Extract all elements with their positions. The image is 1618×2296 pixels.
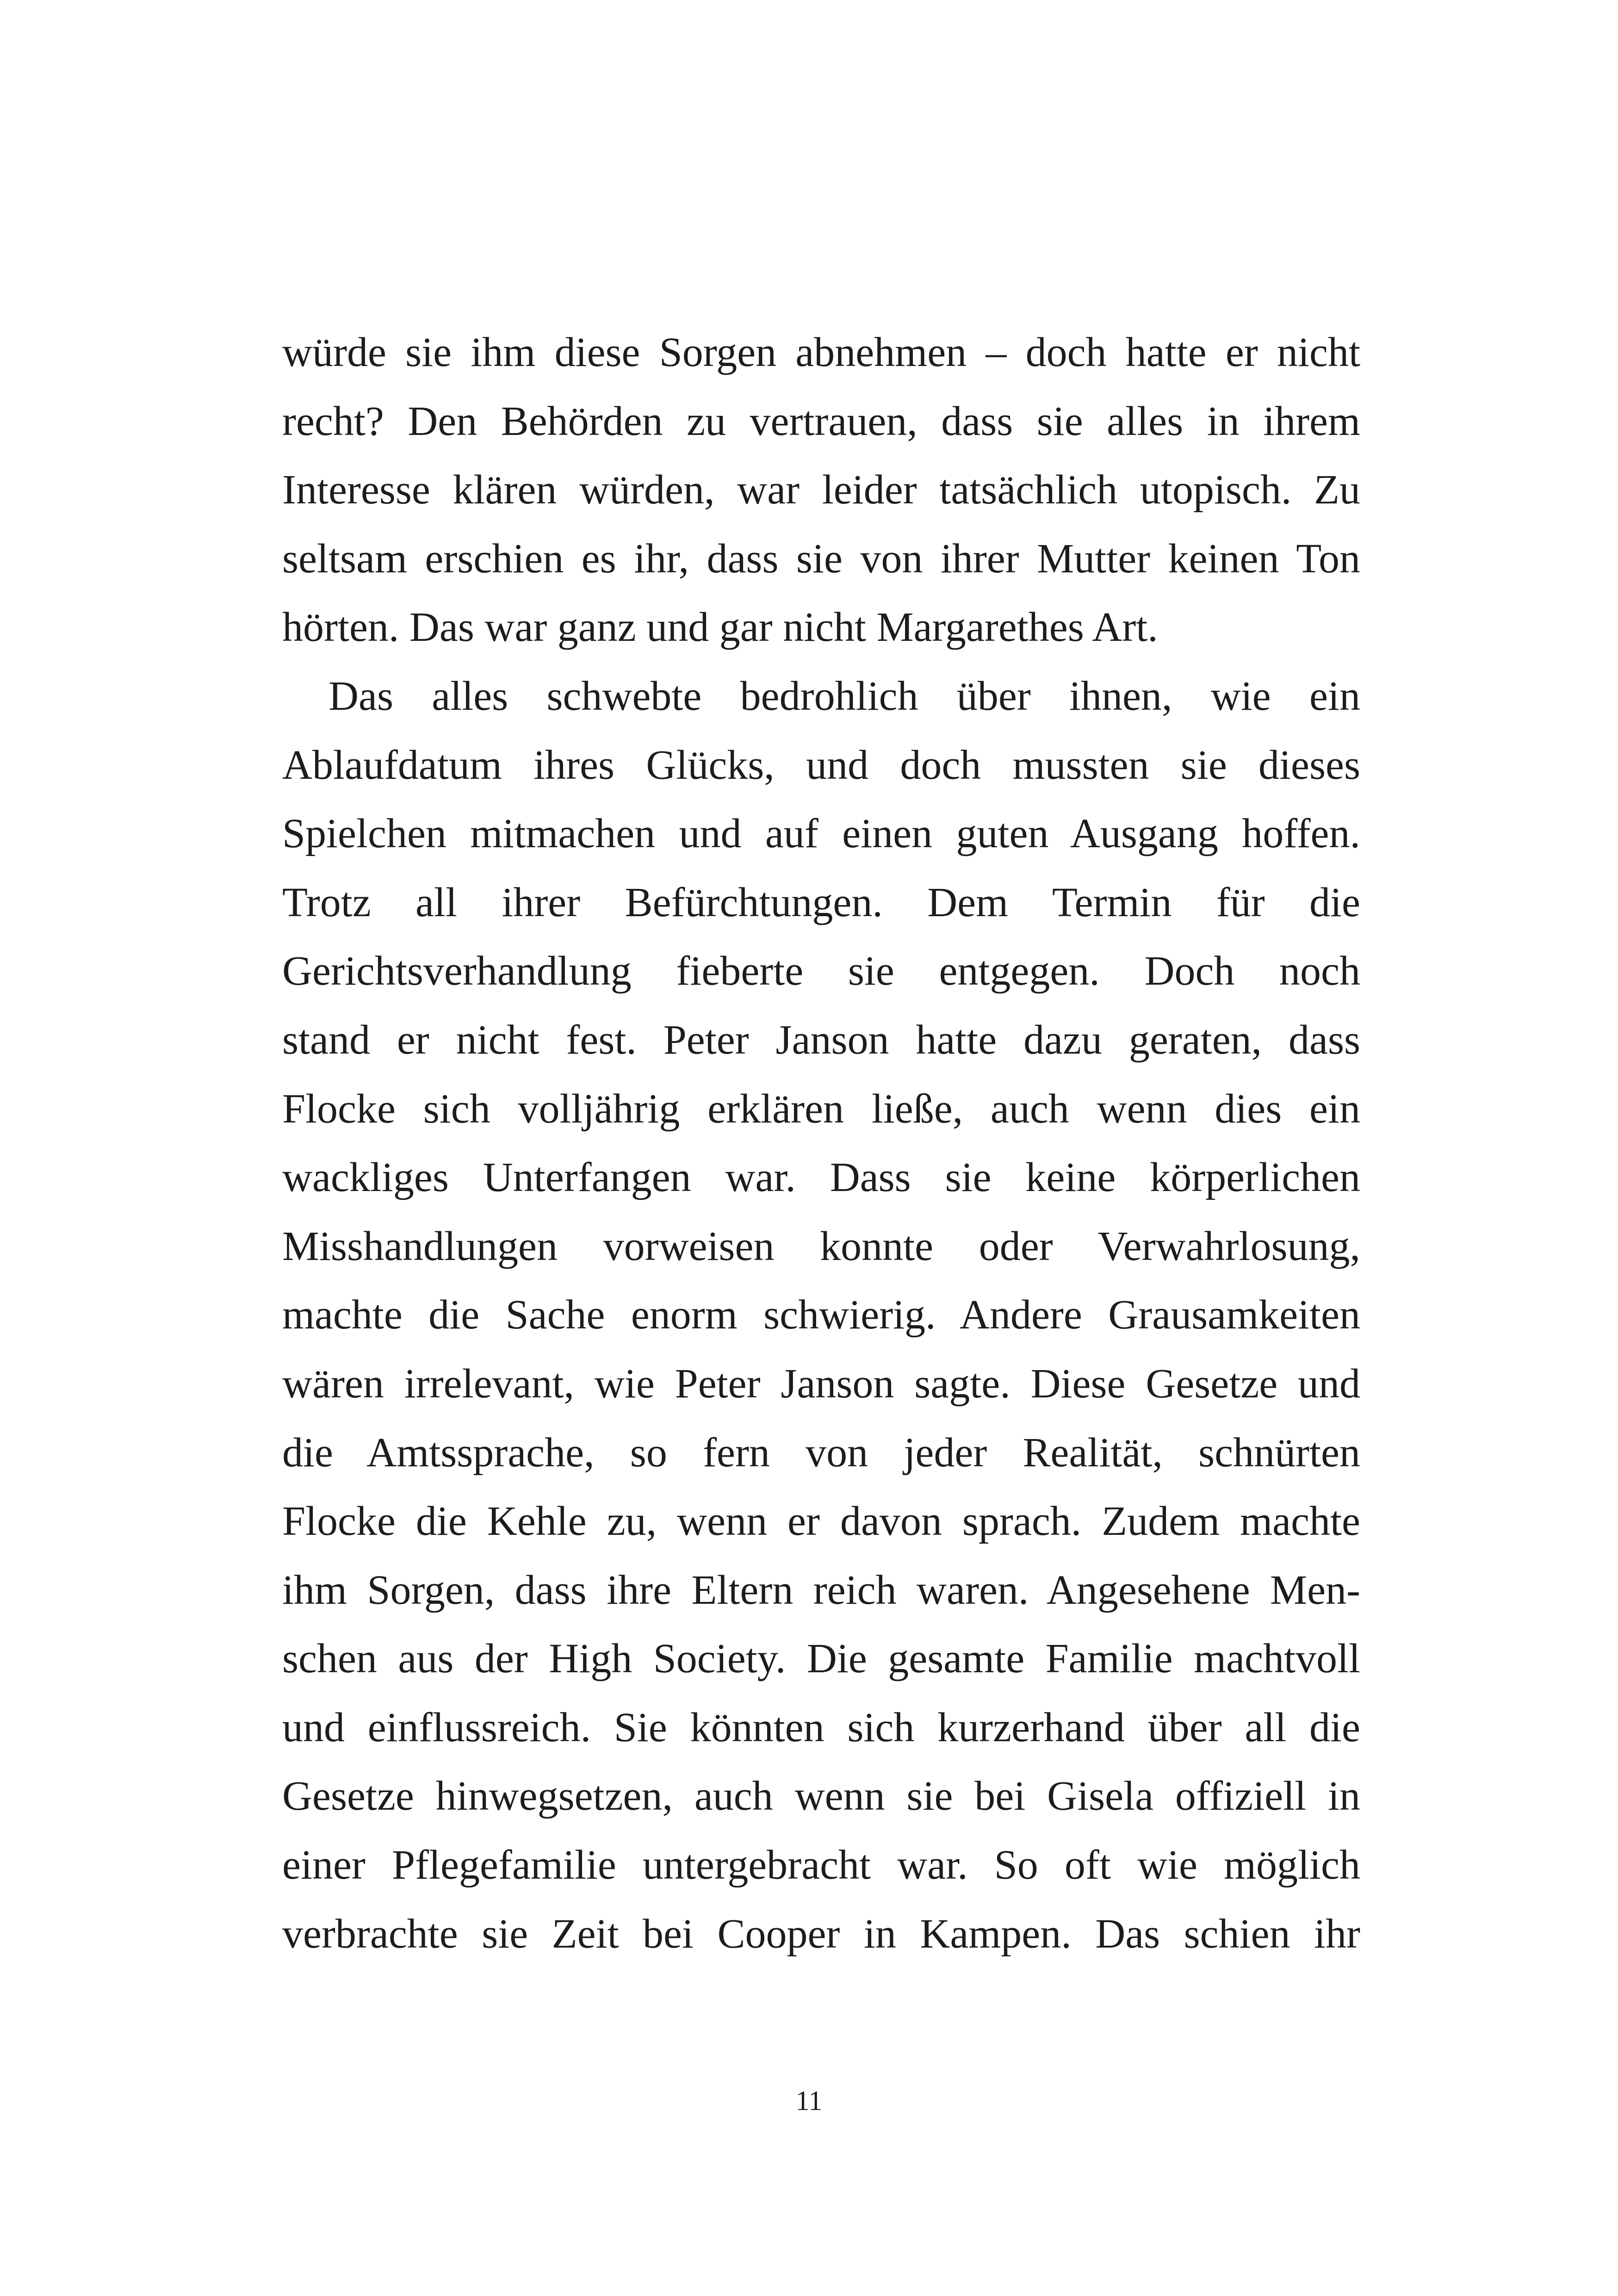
text-line: einer Pflegefamilie untergebracht war. So oft wie möglich xyxy=(282,1842,1360,1888)
text-line: verbrachte sie Zeit bei Cooper in Kampen. Das schien ihr xyxy=(282,1911,1360,1957)
text-line: wackliges Unterfangen war. Dass sie keine körperlichen xyxy=(282,1154,1360,1201)
text-line: Misshandlungen vorweisen konnte oder Verwahrlosung, xyxy=(282,1223,1360,1269)
text-line: recht? Den Behörden zu vertrauen, dass sie alles in ihrem xyxy=(282,398,1360,444)
body-text xyxy=(282,318,1360,1968)
text-line: schen aus der High Society. Die gesamte Familie machtvoll xyxy=(282,1636,1360,1682)
text-line: Interesse klären würden, war leider tatsächlich utopisch. Zu xyxy=(282,467,1360,513)
text-line: die Amtssprache, so fern von jeder Realität, schnürten xyxy=(282,1429,1360,1476)
text-line: ihm Sorgen, dass ihre Eltern reich waren. Angesehene Men- xyxy=(282,1567,1360,1613)
text-line: Spielchen mitmachen und auf einen guten Ausgang hoffen. xyxy=(282,811,1360,857)
text-line: und einflussreich. Sie könnten sich kurzerhand über all die xyxy=(282,1704,1360,1750)
text-line: Gesetze hinwegsetzen, auch wenn sie bei Gisela offiziell in xyxy=(282,1773,1360,1819)
text-line: seltsam erschien es ihr, dass sie von ihrer Mutter keinen Ton xyxy=(282,535,1360,582)
text-line: stand er nicht fest. Peter Janson hatte dazu geraten, dass xyxy=(282,1017,1360,1063)
text-line: Das alles schwebte bedrohlich über ihnen, wie ein xyxy=(329,673,1360,719)
text-line: Flocke sich volljährig erklären ließe, auch wenn dies ein xyxy=(282,1086,1360,1132)
text-line: Gerichtsverhandlung fieberte sie entgegen. Doch noch xyxy=(282,948,1360,994)
text-line: Ablaufdatum ihres Glücks, und doch mussten sie dieses xyxy=(282,742,1360,788)
text-line: machte die Sache enorm schwierig. Andere Grausamkeiten xyxy=(282,1292,1360,1338)
text-line: wären irrelevant, wie Peter Janson sagte. Diese Gesetze und xyxy=(282,1360,1360,1407)
text-line: Trotz all ihrer Befürchtungen. Dem Termin für die xyxy=(282,879,1360,925)
page-number: 11 xyxy=(795,2085,823,2116)
text-line: Flocke die Kehle zu, wenn er davon sprach. Zudem machte xyxy=(282,1498,1360,1545)
text-line: hörten. Das war ganz und gar nicht Margarethes Art. xyxy=(282,604,1158,651)
text-line: würde sie ihm diese Sorgen abnehmen – doch hatte er nicht xyxy=(282,329,1360,375)
